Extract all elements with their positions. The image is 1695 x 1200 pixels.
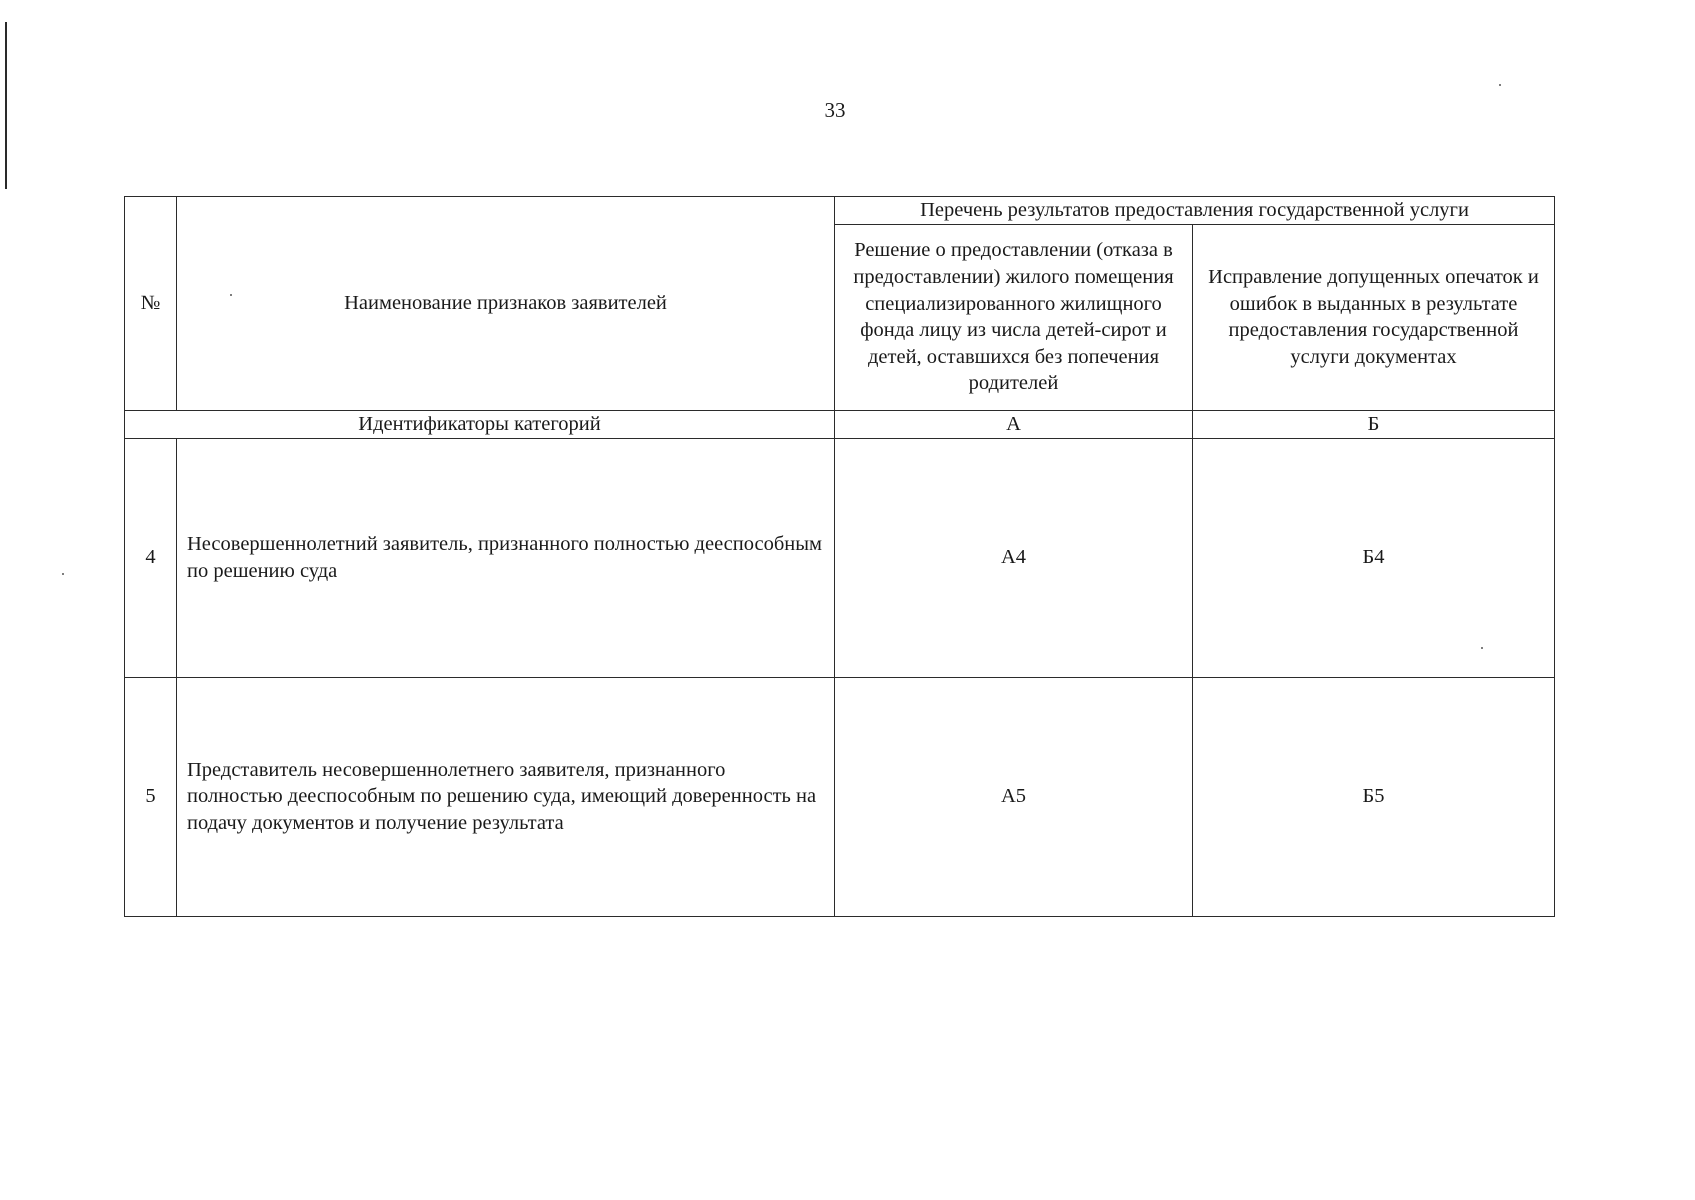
header-decision-column: Решение о предоставлении (отказа в предоставлении) жилого помещения специализированного жилищного фонда лицу из числа детей-сирот и детей, оставшихся без попечения родителей <box>835 224 1193 410</box>
identifiers-row <box>125 410 1555 438</box>
row-category-a: А4 <box>835 438 1193 677</box>
scan-speck <box>1499 84 1501 86</box>
header-results-group: Перечень результатов предоставления государственной услуги <box>835 197 1555 225</box>
row-number: 4 <box>125 438 177 677</box>
header-applicant-features: Наименование признаков заявителей <box>177 197 835 411</box>
scan-speck <box>62 573 64 575</box>
table-row <box>125 438 1555 677</box>
row-applicant-feature: Представитель несовершеннолетнего заявителя, признанного полностью дееспособным по решению суда, имеющий доверенность на подачу документов и получение результата <box>177 677 835 916</box>
identifier-a: А <box>835 410 1193 438</box>
row-category-a: А5 <box>835 677 1193 916</box>
table-row <box>125 677 1555 916</box>
header-number: № <box>125 197 177 411</box>
row-category-b: Б4 <box>1193 438 1555 677</box>
identifier-b: Б <box>1193 410 1555 438</box>
results-table <box>124 196 1555 917</box>
identifiers-label: Идентификаторы категорий <box>125 410 835 438</box>
page-number: 33 <box>824 98 846 122</box>
row-applicant-feature: Несовершеннолетний заявитель, признанного полностью дееспособным по решению суда <box>177 438 835 677</box>
row-category-b: Б5 <box>1193 677 1555 916</box>
header-correction-column: Исправление допущенных опечаток и ошибок в выданных в результате предоставления государственной услуги документах <box>1193 224 1555 410</box>
row-number: 5 <box>125 677 177 916</box>
table-header-row <box>125 197 1555 225</box>
scan-edge-line <box>5 22 7 189</box>
